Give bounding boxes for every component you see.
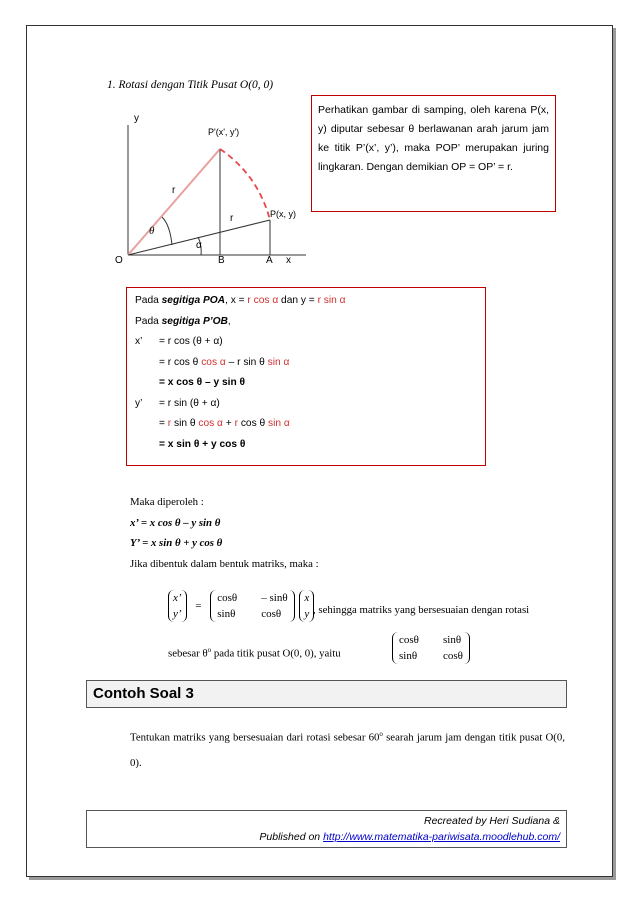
footer-publish: Published on http://www.matematika-pariwisata.moodlehub.com/ <box>259 831 560 843</box>
final-matrix <box>392 632 470 664</box>
derivation-box <box>126 287 486 466</box>
radius-op-prime <box>128 149 220 255</box>
theta-angle-arc <box>162 217 172 245</box>
label-b: B <box>218 255 225 266</box>
footer-credit: Recreated by Heri Sudiana & <box>424 815 560 827</box>
derivation-line-poa: Pada segitiga POA, x = r cos α dan y = r sin α <box>135 295 346 306</box>
example-title: Contoh Soal 3 <box>93 685 194 702</box>
matrix-intro: Jika dibentuk dalam bentuk matriks, maka : <box>130 557 319 570</box>
section-heading: 1. Rotasi dengan Titik Pusat O(0, 0) <box>107 79 274 91</box>
final-rotation-matrix: cosθ sinθ sinθ cosθ <box>392 632 470 664</box>
rotation-diagram <box>110 105 310 270</box>
example-header <box>86 680 567 708</box>
result-eq-x: x’ = x cos θ – y sin θ <box>130 516 221 529</box>
derivation-xprime-3: = x cos θ – y sin θ <box>159 377 246 388</box>
label-x: x <box>286 255 291 266</box>
label-a: A <box>266 255 273 266</box>
label-r-lower: r <box>230 213 234 224</box>
label-y: y <box>134 113 139 124</box>
label-alpha: α <box>196 240 202 251</box>
matrix-after-text: , sehingga matriks yang bersesuaian dengan rotasi <box>313 604 530 616</box>
label-theta: θ <box>149 225 155 237</box>
result-eq-y: Y’ = x sin θ + y cos θ <box>130 537 223 549</box>
matrix-rhs: x y <box>299 590 314 622</box>
derivation-yprime-2: = r sin θ cos α + r cos θ sin α <box>159 418 290 429</box>
footer <box>86 810 567 848</box>
label-p-prime: P'(x', y') <box>208 127 240 137</box>
rotation-arc <box>220 149 270 220</box>
rotation-statement: sebesar $\theta^o$ pada titik pusat O(0, 0), yaitu <box>168 646 341 660</box>
derivation-line-pob: Pada segitiga P’OB, <box>135 315 231 327</box>
example-question: Tentukan matriks yang bersesuaian dari rotasi sebesar 60$^o$ searah jarum jam dengan titik pusat O(0, 0). <box>130 730 566 769</box>
result-intro: Maka diperoleh : <box>130 496 204 508</box>
label-p: P(x, y) <box>270 209 296 219</box>
label-o: O <box>115 255 123 266</box>
explanation-note <box>311 95 556 212</box>
derivation-xprime-1: x’ = r cos (θ + α) <box>135 336 223 347</box>
derivation-yprime-1: y’ = r sin (θ + α) <box>135 397 220 409</box>
rotation-matrix: cosθ – sinθ sinθ cosθ <box>210 590 294 622</box>
result-block <box>130 492 570 574</box>
derivation-xprime-2: = r cos θ cos α – r sin θ sin α <box>159 356 290 368</box>
matrix-lhs: x’ y’ <box>168 590 187 622</box>
matrix-equals: = <box>195 600 202 612</box>
matrix-equation <box>168 590 314 622</box>
explanation-text: Perhatikan gambar di samping, oleh karena P(x, y) diputar sebesar θ berlawanan arah jarum jam ke titik P’(x’, y’), maka POP’ merupakan juring lingkaran. Dengan demikian OP = OP’ = r. <box>318 104 549 173</box>
footer-link[interactable]: http://www.matematika-pariwisata.moodlehub.com/ <box>323 831 560 843</box>
derivation-yprime-3: = x sin θ + y cos θ <box>159 438 246 450</box>
label-r-upper: r <box>172 185 176 196</box>
